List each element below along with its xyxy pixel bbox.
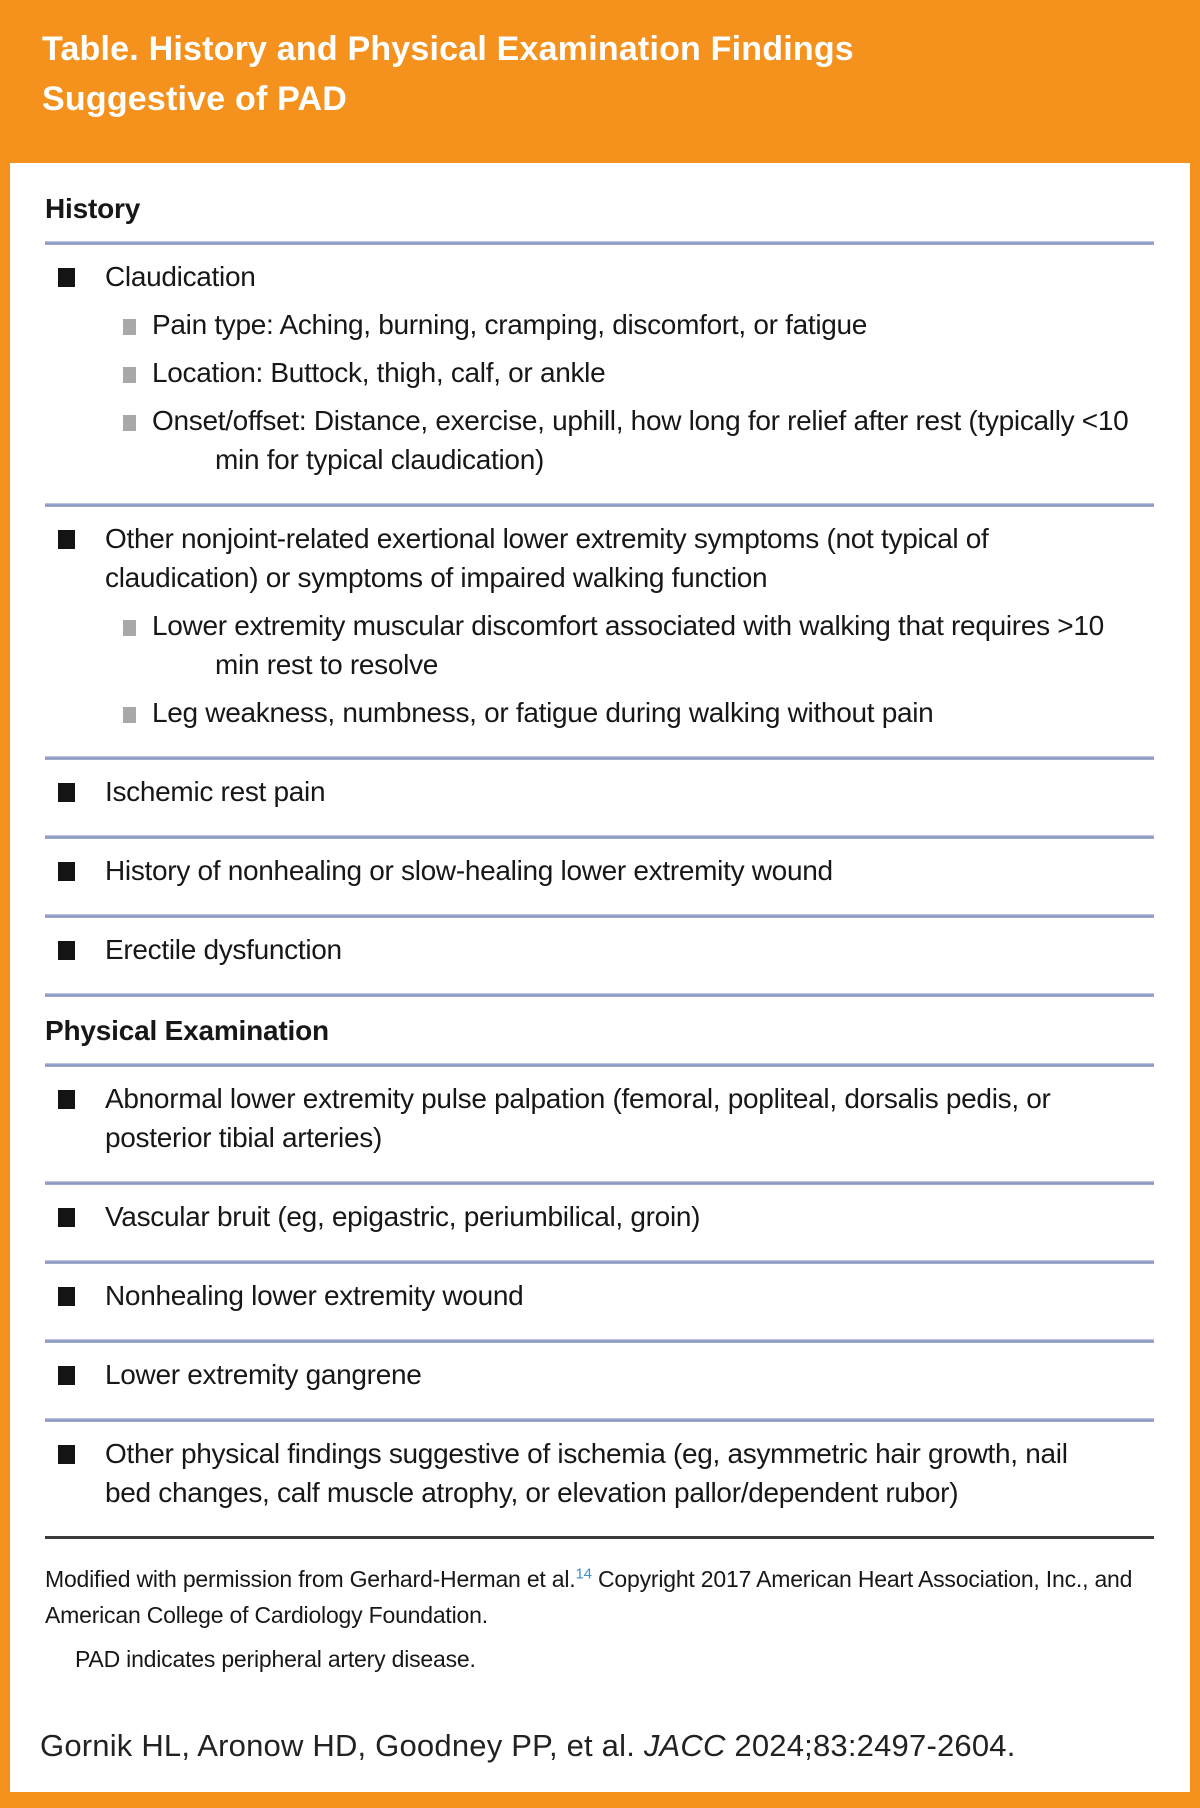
item-label: Nonhealing lower extremity wound <box>105 1280 524 1311</box>
table-title-line2: Suggestive of PAD <box>42 80 348 118</box>
item-text <box>45 519 1090 597</box>
sub-item-text <box>45 606 1154 684</box>
item-label: Ischemic rest pain <box>105 776 326 807</box>
reference-superscript: 14 <box>575 1565 592 1583</box>
item-text <box>45 1434 1090 1512</box>
bullet-square-icon <box>58 1090 75 1109</box>
item-label: Erectile dysfunction <box>105 934 342 965</box>
journal-name: JACC <box>643 1728 726 1763</box>
list-item <box>45 245 1154 503</box>
sub-item-text <box>45 353 1154 392</box>
item-label: Lower extremity gangrene <box>105 1359 422 1390</box>
list-item <box>45 1422 1154 1536</box>
bullet-square-icon <box>58 862 75 881</box>
sub-bullet-square-icon <box>123 415 136 431</box>
item-text <box>45 930 1090 969</box>
item-label: Claudication <box>105 261 256 292</box>
item-text <box>45 1276 1090 1315</box>
item-text <box>45 1079 1090 1157</box>
citation-volume: 2024;83:2497-2604. <box>725 1728 1016 1763</box>
bullet-square-icon <box>58 268 75 287</box>
sub-item-text <box>45 401 1154 479</box>
footnote-text: Copyright 2017 American Heart Association, Inc., and American College of Cardiology Foundation. <box>45 1566 1133 1628</box>
citation <box>40 1726 1016 1766</box>
list-item <box>45 1264 1154 1339</box>
item-text <box>45 851 1090 890</box>
bullet-square-icon <box>58 941 75 960</box>
section-heading-history: History <box>45 193 141 224</box>
item-label: Other nonjoint-related exertional lower extremity symptoms (not typical of claudication) or symptoms of impaired walking function <box>105 523 989 593</box>
item-label: History of nonhealing or slow-healing lower extremity wound <box>105 855 833 886</box>
footnote-text: Modified with permission from Gerhard-Herman et al. <box>45 1566 576 1592</box>
abbreviation-note: PAD indicates peripheral artery disease. <box>75 1646 476 1672</box>
sub-item-text <box>45 693 1154 732</box>
item-text <box>45 1197 1090 1236</box>
list-item <box>45 507 1154 756</box>
list-item <box>45 1185 1154 1260</box>
footnote <box>45 1561 1154 1633</box>
bullet-square-icon <box>58 1208 75 1227</box>
sub-item-label: Pain type: Aching, burning, cramping, discomfort, or fatigue <box>152 309 868 340</box>
item-text <box>45 772 1090 811</box>
table-body <box>10 163 1190 1792</box>
list-item <box>45 839 1154 914</box>
item-label: Abnormal lower extremity pulse palpation (femoral, popliteal, dorsalis pedis, or posterior tibial arteries) <box>105 1083 1051 1153</box>
item-label: Vascular bruit (eg, epigastric, periumbilical, groin) <box>105 1201 701 1232</box>
bullet-square-icon <box>58 783 75 802</box>
bullet-square-icon <box>58 1287 75 1306</box>
list-item <box>45 1343 1154 1418</box>
citation-authors: Gornik HL, Aronow HD, Goodney PP, et al. <box>40 1728 644 1763</box>
list-item <box>45 1067 1154 1181</box>
table-header-band <box>0 0 1200 163</box>
sub-item-label: Location: Buttock, thigh, calf, or ankle <box>152 357 606 388</box>
bullet-square-icon <box>58 530 75 549</box>
footnote-divider <box>45 1536 1154 1539</box>
bullet-square-icon <box>58 1445 75 1464</box>
bullet-square-icon <box>58 1366 75 1385</box>
item-text <box>45 257 1090 296</box>
sub-item-label: Leg weakness, numbness, or fatigue during walking without pain <box>152 697 934 728</box>
item-label: Other physical findings suggestive of ischemia (eg, asymmetric hair growth, nail bed changes, calf muscle atrophy, or elevation pallor/dependent rubor) <box>105 1438 1068 1508</box>
sub-item-label: Onset/offset: Distance, exercise, uphill, how long for relief after rest (typically <10 min for typical claudication) <box>152 405 1129 475</box>
list-item <box>45 760 1154 835</box>
table-title-line1: Table. History and Physical Examination Findings <box>42 30 854 68</box>
sub-bullet-square-icon <box>123 707 136 723</box>
sub-item-text <box>45 305 1154 344</box>
section-heading-physical-examination: Physical Examination <box>45 1015 329 1046</box>
sub-bullet-square-icon <box>123 319 136 335</box>
list-item <box>45 918 1154 993</box>
item-text <box>45 1355 1090 1394</box>
sub-item-label: Lower extremity muscular discomfort associated with walking that requires >10 min rest to resolve <box>152 610 1104 680</box>
sub-bullet-square-icon <box>123 620 136 636</box>
sub-bullet-square-icon <box>123 367 136 383</box>
